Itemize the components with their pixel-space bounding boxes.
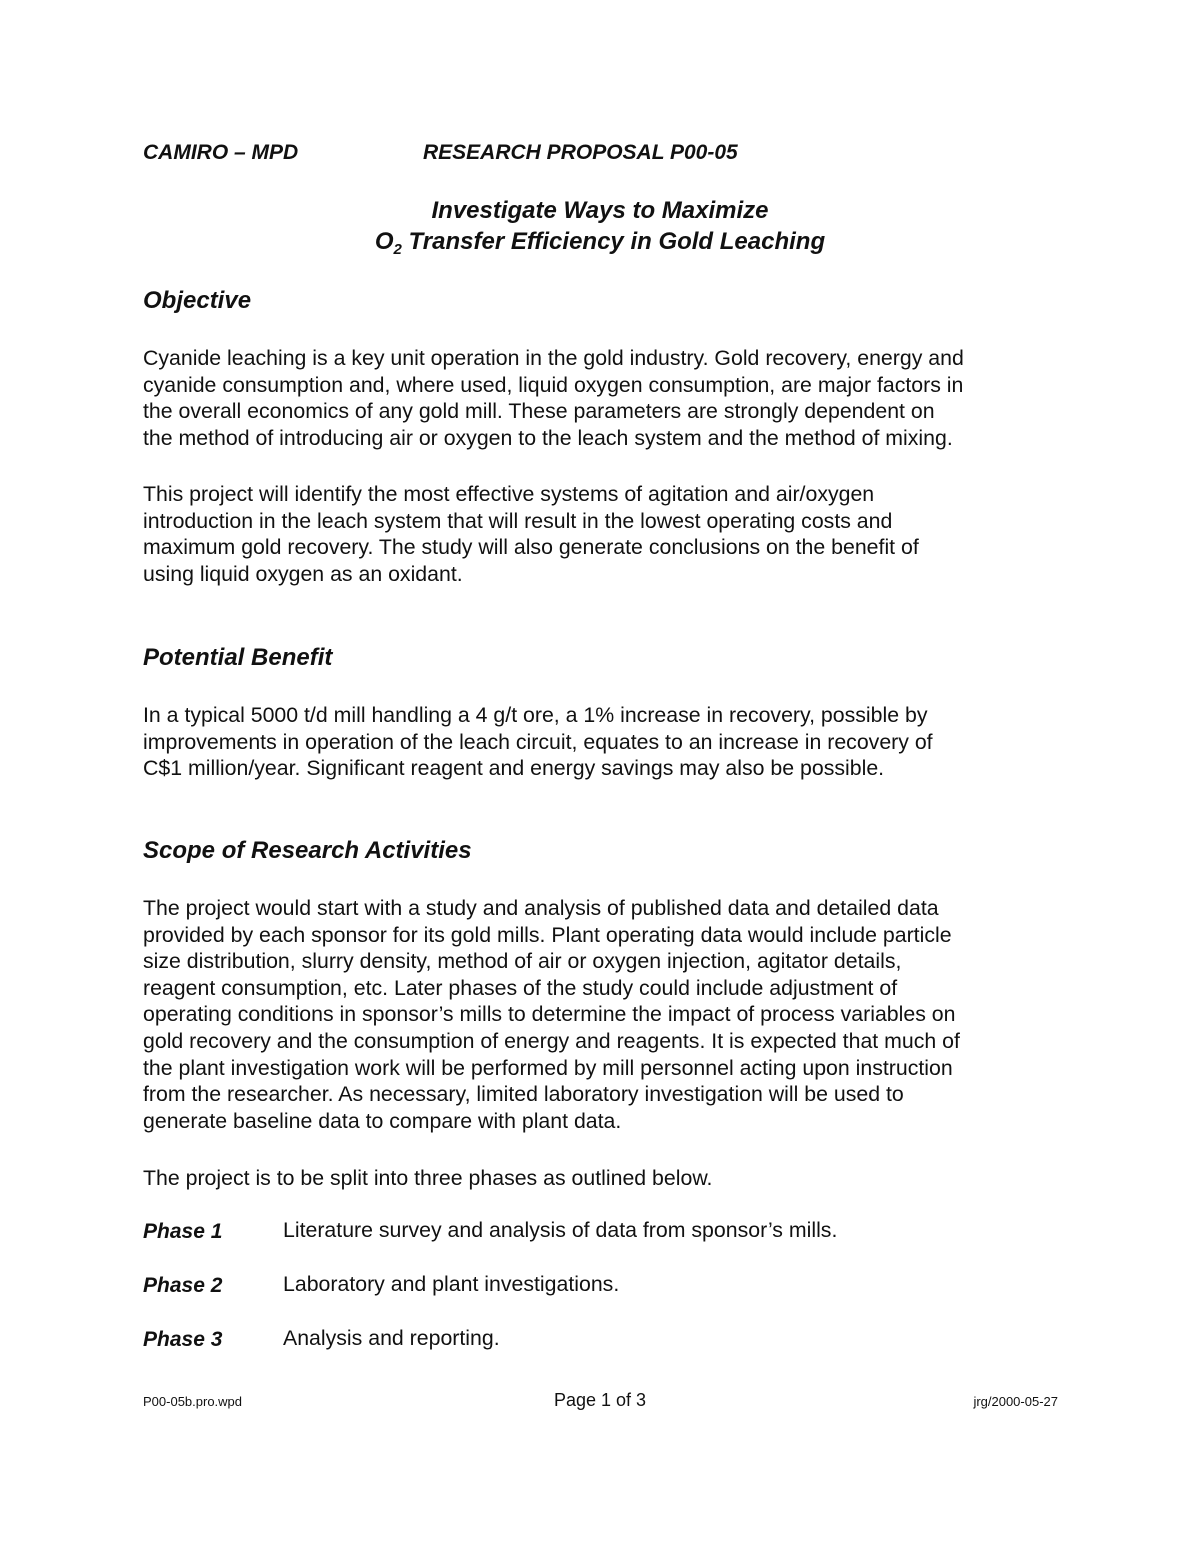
footer-filename: P00-05b.pro.wpd: [143, 1394, 243, 1409]
phase-description-1: Literature survey and analysis of data from sponsor’s mills.: [283, 1218, 838, 1242]
scope-paragraph-2: [143, 1165, 1043, 1192]
title-subscript: 2: [393, 241, 402, 258]
text-line: the method of introducing air or oxygen to the leach system and the method of mixing.: [143, 425, 953, 450]
section-heading-potential-benefit: Potential Benefit: [143, 644, 333, 671]
text-line: Cyanide leaching is a key unit operation in the gold industry. Gold recovery, energy and: [143, 346, 964, 370]
text-line: C$1 million/year. Significant reagent and energy savings may also be possible.: [143, 756, 885, 781]
footer-page-number: Page 1 of 3: [553, 1390, 647, 1410]
phase-label-3: Phase 3: [143, 1328, 223, 1351]
section-heading-scope: Scope of Research Activities: [143, 837, 472, 864]
text-line: cyanide consumption and, where used, liquid oxygen consumption, are major factors in: [143, 372, 964, 397]
text-line: the plant investigation work will be performed by mill personnel acting upon instruction: [143, 1055, 953, 1080]
phase-label-2: Phase 2: [143, 1274, 223, 1297]
objective-paragraph-1: [143, 345, 1043, 451]
header-organization: CAMIRO – MPD: [143, 141, 299, 164]
phase-label-1: Phase 1: [143, 1220, 223, 1243]
text-line: improvements in operation of the leach circuit, equates to an increase in recovery of: [143, 729, 933, 754]
document-title-line-1: Investigate Ways to Maximize: [431, 197, 769, 224]
text-line: using liquid oxygen as an oxidant.: [143, 561, 463, 586]
header-proposal-number: RESEARCH PROPOSAL P00-05: [423, 141, 738, 164]
objective-paragraph-2: [143, 481, 1043, 587]
text-line: reagent consumption, etc. Later phases of the study could include adjustment of: [143, 975, 898, 1000]
text-line: This project will identify the most effective systems of agitation and air/oxygen: [143, 482, 875, 506]
phase-description-3: Analysis and reporting.: [283, 1326, 500, 1350]
text-line: The project is to be split into three phases as outlined below.: [143, 1166, 713, 1190]
text-line: gold recovery and the consumption of energy and reagents. It is expected that much of: [143, 1028, 960, 1053]
text-line: from the researcher. As necessary, limited laboratory investigation will be used to: [143, 1082, 904, 1107]
text-line: provided by each sponsor for its gold mills. Plant operating data would include particle: [143, 922, 952, 947]
title-line-2-text: Transfer Efficiency in Gold Leaching: [401, 228, 826, 255]
text-line: maximum gold recovery. The study will also generate conclusions on the benefit of: [143, 535, 919, 560]
footer-author-date: jrg/2000-05-27: [973, 1394, 1058, 1409]
text-line: introduction in the leach system that will result in the lowest operating costs and: [143, 508, 893, 533]
text-line: the overall economics of any gold mill. These parameters are strongly dependent on: [143, 399, 935, 424]
benefit-paragraph: [143, 702, 1043, 782]
text-line: size distribution, slurry density, method of air or oxygen injection, agitator details,: [143, 949, 902, 974]
section-heading-objective: Objective: [143, 287, 252, 314]
phase-description-2: Laboratory and plant investigations.: [283, 1272, 620, 1296]
document-title-line-2: [0, 228, 1200, 256]
text-line: operating conditions in sponsor’s mills to determine the impact of process variables on: [143, 1002, 956, 1027]
scope-paragraph-1: [143, 895, 1043, 1134]
text-line: generate baseline data to compare with plant data.: [143, 1108, 622, 1133]
text-line: The project would start with a study and analysis of published data and detailed data: [143, 896, 939, 920]
text-line: In a typical 5000 t/d mill handling a 4 g/t ore, a 1% increase in recovery, possible by: [143, 703, 928, 727]
title-o-symbol: O: [374, 228, 394, 255]
